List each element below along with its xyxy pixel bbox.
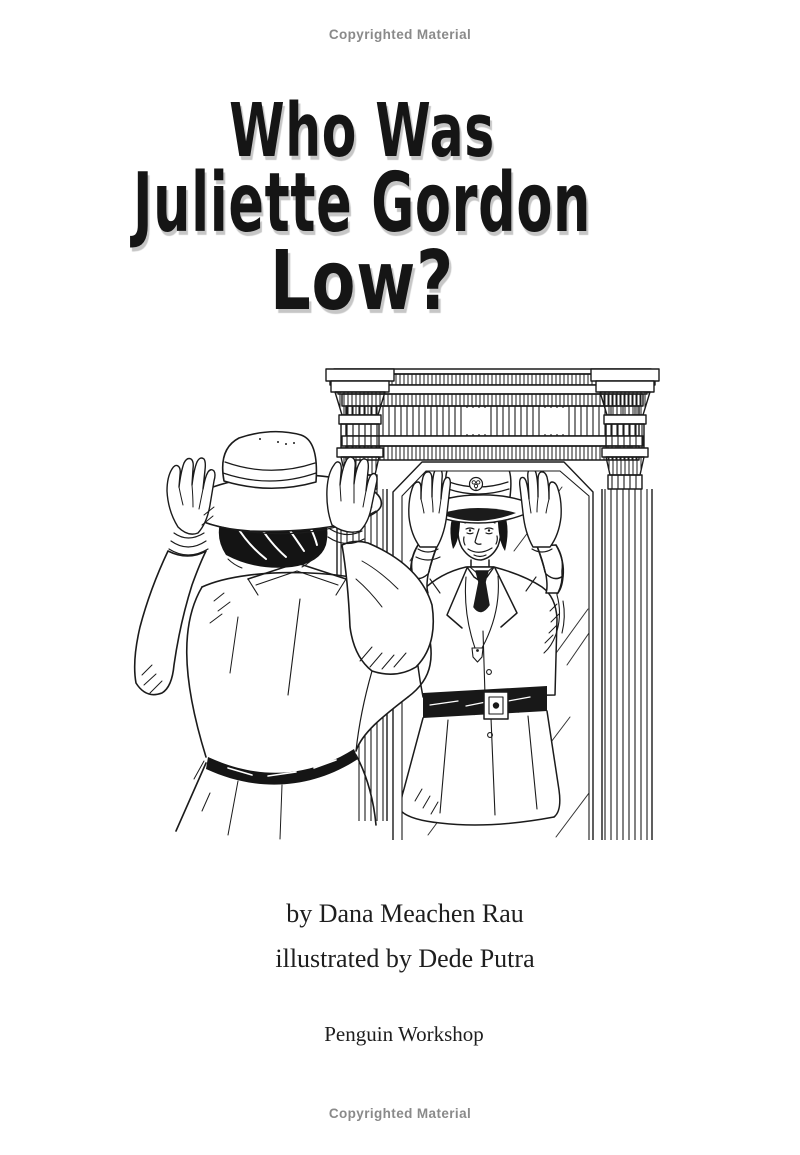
- title-line-3: Low?: [269, 234, 455, 329]
- author-credit: by Dana Meachen Rau: [286, 899, 524, 928]
- woman-back-figure: [135, 432, 434, 845]
- title-page-illustration: [110, 365, 665, 850]
- copyright-banner-top: Copyrighted Material: [328, 27, 472, 42]
- title-line-1: Who Was: [229, 88, 495, 174]
- illustrator-credit: illustrated by Dede Putra: [275, 944, 535, 973]
- copyright-banner-bottom: Copyrighted Material: [328, 1106, 472, 1121]
- title-line-2: Juliette Gordon: [132, 156, 592, 251]
- publisher-imprint: Penguin Workshop: [324, 1022, 484, 1046]
